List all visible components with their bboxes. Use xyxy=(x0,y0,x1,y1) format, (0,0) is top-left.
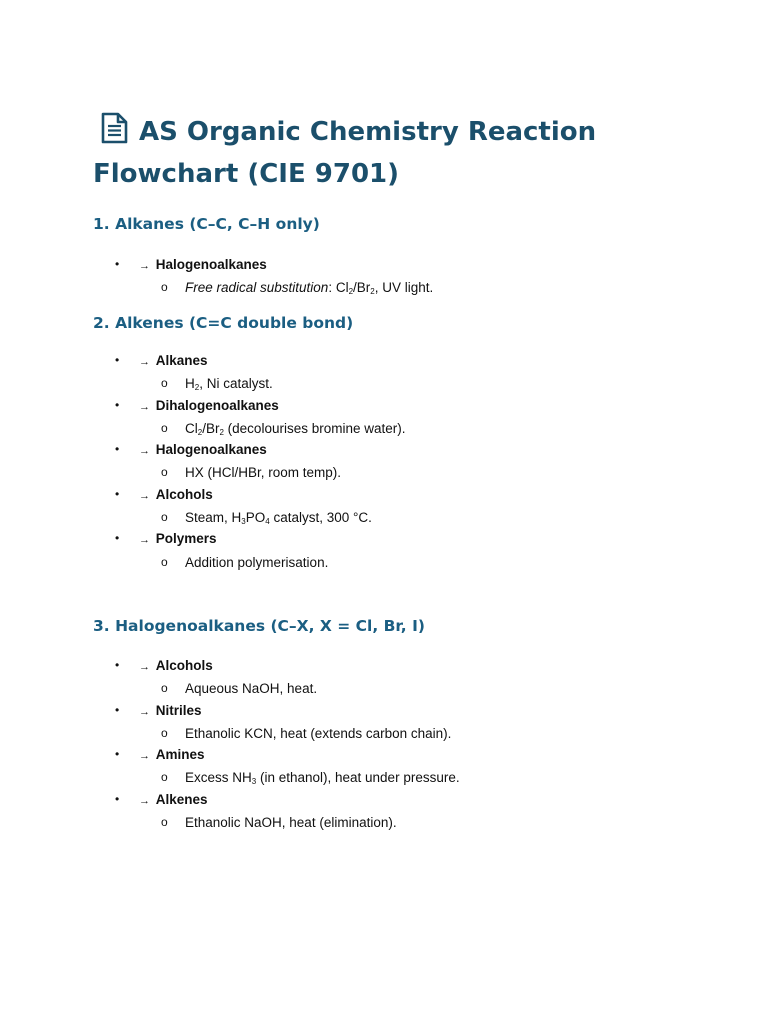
condition-text: Ethanolic NaOH, heat (elimination). xyxy=(185,815,397,831)
conditions-list xyxy=(139,373,700,394)
sub-bullet-icon: o xyxy=(161,770,168,785)
condition-item xyxy=(139,812,700,833)
arrow-icon: → xyxy=(139,534,150,547)
reaction-product: Halogenoalkanes xyxy=(155,257,267,272)
conditions-list xyxy=(139,507,700,528)
condition-item xyxy=(139,373,700,394)
condition-text: H xyxy=(185,376,195,392)
condition-item xyxy=(139,507,700,528)
list-item xyxy=(0,655,700,700)
conditions-list xyxy=(139,812,700,833)
reaction-product: Alcohols xyxy=(155,486,213,502)
condition-item xyxy=(139,767,700,788)
list-item xyxy=(0,789,700,834)
list-item xyxy=(0,744,700,789)
condition-text: Aqueous NaOH, heat. xyxy=(185,681,318,697)
section-list-halogenoalkanes xyxy=(0,655,700,833)
bullet-icon: • xyxy=(115,791,120,806)
condition-item xyxy=(139,418,700,439)
section-heading-halogenoalkanes: 3. Halogenoalkanes (C–X, X = Cl, Br, I) xyxy=(93,617,425,635)
section-heading-alkenes: 2. Alkenes (C=C double bond) xyxy=(93,314,354,332)
conditions-list xyxy=(139,767,700,788)
bullet-icon: • xyxy=(115,397,120,412)
arrow-icon: → xyxy=(139,750,150,763)
condition-text: Ethanolic KCN, heat (extends carbon chain). xyxy=(185,725,452,741)
conditions-list xyxy=(139,462,700,483)
condition-text: , UV light. xyxy=(374,280,434,296)
subscript: 2 xyxy=(348,287,354,297)
arrow-icon: → xyxy=(139,260,150,272)
arrow-icon: → xyxy=(139,400,150,413)
section-heading-alkanes: 1. Alkanes (C–C, C–H only) xyxy=(93,215,320,233)
list-item xyxy=(0,439,700,484)
sub-bullet-icon: o xyxy=(161,465,168,480)
list-item xyxy=(0,395,700,440)
bullet-icon: • xyxy=(115,442,120,457)
condition-text: HX (HCl/HBr, room temp). xyxy=(185,465,342,481)
conditions-list xyxy=(139,552,700,573)
bullet-icon: • xyxy=(115,257,120,271)
condition-text: Steam, H xyxy=(185,510,242,526)
condition-item xyxy=(139,277,700,298)
conditions-list xyxy=(139,723,700,744)
reaction-product: Halogenoalkanes xyxy=(155,442,267,458)
condition-text: catalyst, 300 °C. xyxy=(269,510,372,526)
condition-text: Cl xyxy=(185,420,198,436)
condition-item xyxy=(139,678,700,699)
reaction-product: Dihalogenoalkanes xyxy=(155,397,279,413)
condition-item xyxy=(139,723,700,744)
subscript: 3 xyxy=(251,777,257,787)
bullet-icon: • xyxy=(115,531,120,546)
condition-item xyxy=(139,462,700,483)
arrow-icon: → xyxy=(139,489,150,502)
sub-bullet-icon: o xyxy=(161,725,168,740)
list-item xyxy=(0,484,700,529)
bullet-icon: • xyxy=(115,486,120,501)
page-title xyxy=(93,111,713,195)
conditions-list xyxy=(139,277,700,298)
condition-text: : Cl xyxy=(328,280,349,296)
list-item xyxy=(0,350,700,395)
subscript: 4 xyxy=(265,517,270,527)
arrow-icon: → xyxy=(139,794,150,807)
condition-text: , Ni catalyst. xyxy=(199,376,273,392)
document-icon xyxy=(99,112,129,144)
condition-text: Excess NH xyxy=(185,770,252,786)
sub-bullet-icon: o xyxy=(161,554,168,569)
reaction-product: Alcohols xyxy=(155,658,213,673)
reaction-product: Alkenes xyxy=(155,791,208,807)
section-list-alkanes xyxy=(0,254,700,299)
conditions-list xyxy=(139,678,700,699)
condition-text: (in ethanol), heat under pressure. xyxy=(256,770,460,786)
bullet-icon: • xyxy=(115,702,120,717)
sub-bullet-icon: o xyxy=(161,280,168,295)
condition-text: (decolourises bromine water). xyxy=(223,420,406,436)
list-item xyxy=(0,254,700,299)
bullet-icon: • xyxy=(115,353,120,367)
sub-bullet-icon: o xyxy=(161,681,168,696)
arrow-icon: → xyxy=(139,661,150,673)
condition-method: Free radical substitution xyxy=(185,280,329,296)
condition-text: /Br xyxy=(202,420,220,436)
arrow-icon: → xyxy=(139,356,150,368)
reaction-product: Alkanes xyxy=(155,353,208,368)
condition-text: Addition polymerisation. xyxy=(185,554,329,570)
arrow-icon: → xyxy=(139,705,150,718)
sub-bullet-icon: o xyxy=(161,376,168,391)
list-item xyxy=(0,700,700,745)
conditions-list xyxy=(139,418,700,439)
subscript: 2 xyxy=(370,287,375,297)
section-list-alkenes xyxy=(0,350,700,573)
sub-bullet-icon: o xyxy=(161,420,168,435)
condition-text: /Br xyxy=(353,280,371,296)
condition-item xyxy=(139,552,700,573)
condition-text: PO xyxy=(245,510,266,526)
subscript: 2 xyxy=(197,427,203,437)
arrow-icon: → xyxy=(139,445,150,458)
sub-bullet-icon: o xyxy=(161,510,168,525)
subscript: 3 xyxy=(241,517,246,527)
sub-bullet-icon: o xyxy=(161,815,168,830)
page-title-text: AS Organic Chemistry Reaction Flowchart (CIE 9701) xyxy=(93,117,597,189)
subscript: 2 xyxy=(219,427,224,437)
reaction-product: Polymers xyxy=(155,531,217,547)
reaction-product: Nitriles xyxy=(155,702,202,718)
reaction-product: Amines xyxy=(155,747,205,763)
bullet-icon: • xyxy=(115,658,120,672)
list-item xyxy=(0,528,700,573)
bullet-icon: • xyxy=(115,747,120,762)
subscript: 2 xyxy=(194,383,200,393)
